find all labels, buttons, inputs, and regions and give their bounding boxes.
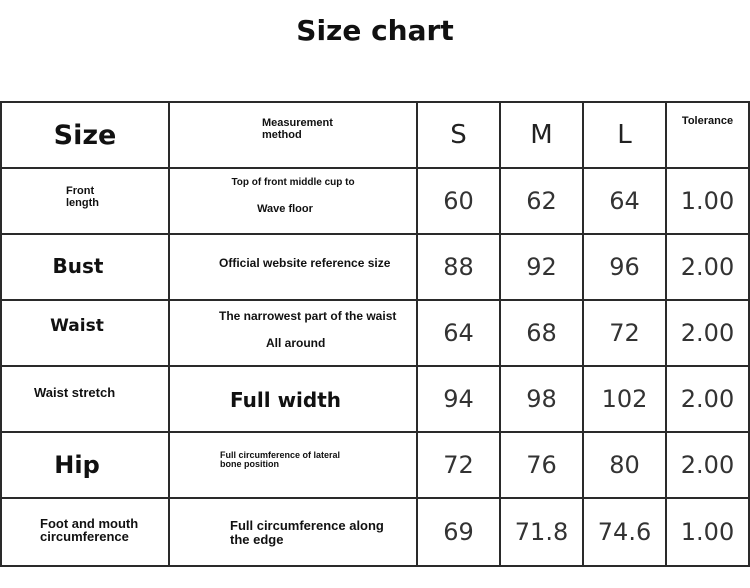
row-5-method-line2: bone position	[220, 459, 279, 469]
row-4-method-line1: Full width	[230, 388, 342, 412]
row-1-size-line1: Front	[66, 185, 95, 197]
row-1-tolerance-value: 1.00	[680, 187, 735, 215]
row-3-m-value: 68	[526, 319, 557, 347]
row-6-tolerance-cell	[667, 499, 748, 565]
row-3-method-line1: The narrowest part of the waist	[219, 309, 397, 323]
row-3-method-line2-cell	[266, 334, 406, 352]
row-1-l-value: 64	[609, 187, 640, 215]
size-chart-table	[0, 101, 750, 567]
row-1-s-value: 60	[443, 187, 474, 215]
row-5-method-line1: Full circumference of lateral	[220, 451, 341, 460]
table-border-bottom	[0, 565, 750, 567]
row-6-method-cell	[230, 519, 410, 553]
row-1-s-cell	[418, 169, 499, 233]
row-2-method-cell	[219, 235, 416, 291]
row-3-method-line2: All around	[266, 336, 326, 350]
row-1-method-line2-cell	[170, 200, 400, 218]
header-l-cell	[584, 103, 665, 167]
row-1-method-line1-cell	[170, 175, 416, 191]
row-5-m-cell	[501, 433, 582, 497]
row-6-method-line2: the edge	[230, 532, 284, 547]
header-tolerance-cell	[667, 115, 748, 135]
row-4-tolerance-value: 2.00	[680, 385, 735, 413]
row-4-m-cell	[501, 367, 582, 431]
header-m-cell	[501, 103, 582, 167]
row-2-m-cell	[501, 235, 582, 299]
row-2-size-line1: Bust	[52, 254, 104, 278]
row-5-size-cell	[2, 433, 152, 497]
row-4-l-cell	[584, 367, 665, 431]
header-m-label: M	[530, 120, 553, 150]
row-3-l-value: 72	[609, 319, 640, 347]
row-1-method-line1: Top of front middle cup to	[231, 177, 355, 188]
row-2-size-cell	[2, 235, 154, 297]
row-2-tolerance-cell	[667, 235, 748, 299]
row-3-tolerance-value: 2.00	[680, 319, 735, 347]
row-5-method-cell	[220, 451, 410, 473]
row-3-l-cell	[584, 301, 665, 365]
row-3-s-cell	[418, 301, 499, 365]
header-method-label-line2: method	[262, 129, 302, 141]
row-5-l-cell	[584, 433, 665, 497]
row-5-tolerance-cell	[667, 433, 748, 497]
row-2-s-cell	[418, 235, 499, 299]
page-title: Size chart	[296, 14, 454, 47]
row-3-size-line1: Waist	[50, 316, 104, 336]
row-4-l-value: 102	[601, 385, 648, 413]
row-3-s-value: 64	[443, 319, 474, 347]
row-1-method-line2: Wave floor	[257, 203, 313, 215]
header-size-label: Size	[53, 119, 117, 151]
row-4-method-cell	[230, 385, 410, 415]
row-1-tolerance-cell	[667, 169, 748, 233]
row-1-size-line2: length	[66, 197, 99, 209]
row-4-s-value: 94	[443, 385, 474, 413]
row-6-s-cell	[418, 499, 499, 565]
row-6-l-value: 74.6	[597, 518, 652, 546]
row-1-m-cell	[501, 169, 582, 233]
row-5-s-cell	[418, 433, 499, 497]
header-tolerance-label: Tolerance	[681, 115, 734, 127]
row-6-m-cell	[501, 499, 582, 565]
row-5-size-line1: Hip	[54, 451, 100, 479]
row-4-tolerance-cell	[667, 367, 748, 431]
row-6-l-cell	[584, 499, 665, 565]
row-5-m-value: 76	[526, 451, 557, 479]
row-2-m-value: 92	[526, 253, 557, 281]
row-2-l-value: 96	[609, 253, 640, 281]
row-2-l-cell	[584, 235, 665, 299]
row-6-size-cell	[40, 517, 166, 551]
row-1-m-value: 62	[526, 187, 557, 215]
header-method-label-line1: Measurement	[262, 117, 333, 129]
row-3-m-cell	[501, 301, 582, 365]
header-s-cell	[418, 103, 499, 167]
row-1-l-cell	[584, 169, 665, 233]
header-size-cell	[2, 103, 168, 167]
row-4-size-line1: Waist stretch	[34, 385, 116, 400]
row-5-s-value: 72	[443, 451, 474, 479]
row-4-size-cell	[34, 383, 166, 403]
row-6-size-line2: circumference	[40, 529, 129, 544]
row-6-s-value: 69	[443, 518, 474, 546]
row-6-m-value: 71.8	[514, 518, 569, 546]
row-5-tolerance-value: 2.00	[680, 451, 735, 479]
row-1-size-cell	[66, 185, 166, 215]
row-6-size-line1: Foot and mouth	[40, 517, 139, 531]
row-2-tolerance-value: 2.00	[680, 253, 735, 281]
row-4-s-cell	[418, 367, 499, 431]
row-3-tolerance-cell	[667, 301, 748, 365]
header-s-label: S	[450, 120, 467, 150]
row-3-size-cell	[2, 311, 152, 341]
row-2-s-value: 88	[443, 253, 474, 281]
header-l-label: L	[617, 120, 632, 150]
row-2-method-line1: Official website reference size	[219, 256, 391, 270]
row-6-tolerance-value: 1.00	[680, 518, 735, 546]
row-4-m-value: 98	[526, 385, 557, 413]
row-3-method-line1-cell	[219, 307, 434, 325]
header-method-cell	[262, 117, 412, 147]
row-5-l-value: 80	[609, 451, 640, 479]
row-6-method-line1: Full circumference along	[230, 519, 384, 533]
